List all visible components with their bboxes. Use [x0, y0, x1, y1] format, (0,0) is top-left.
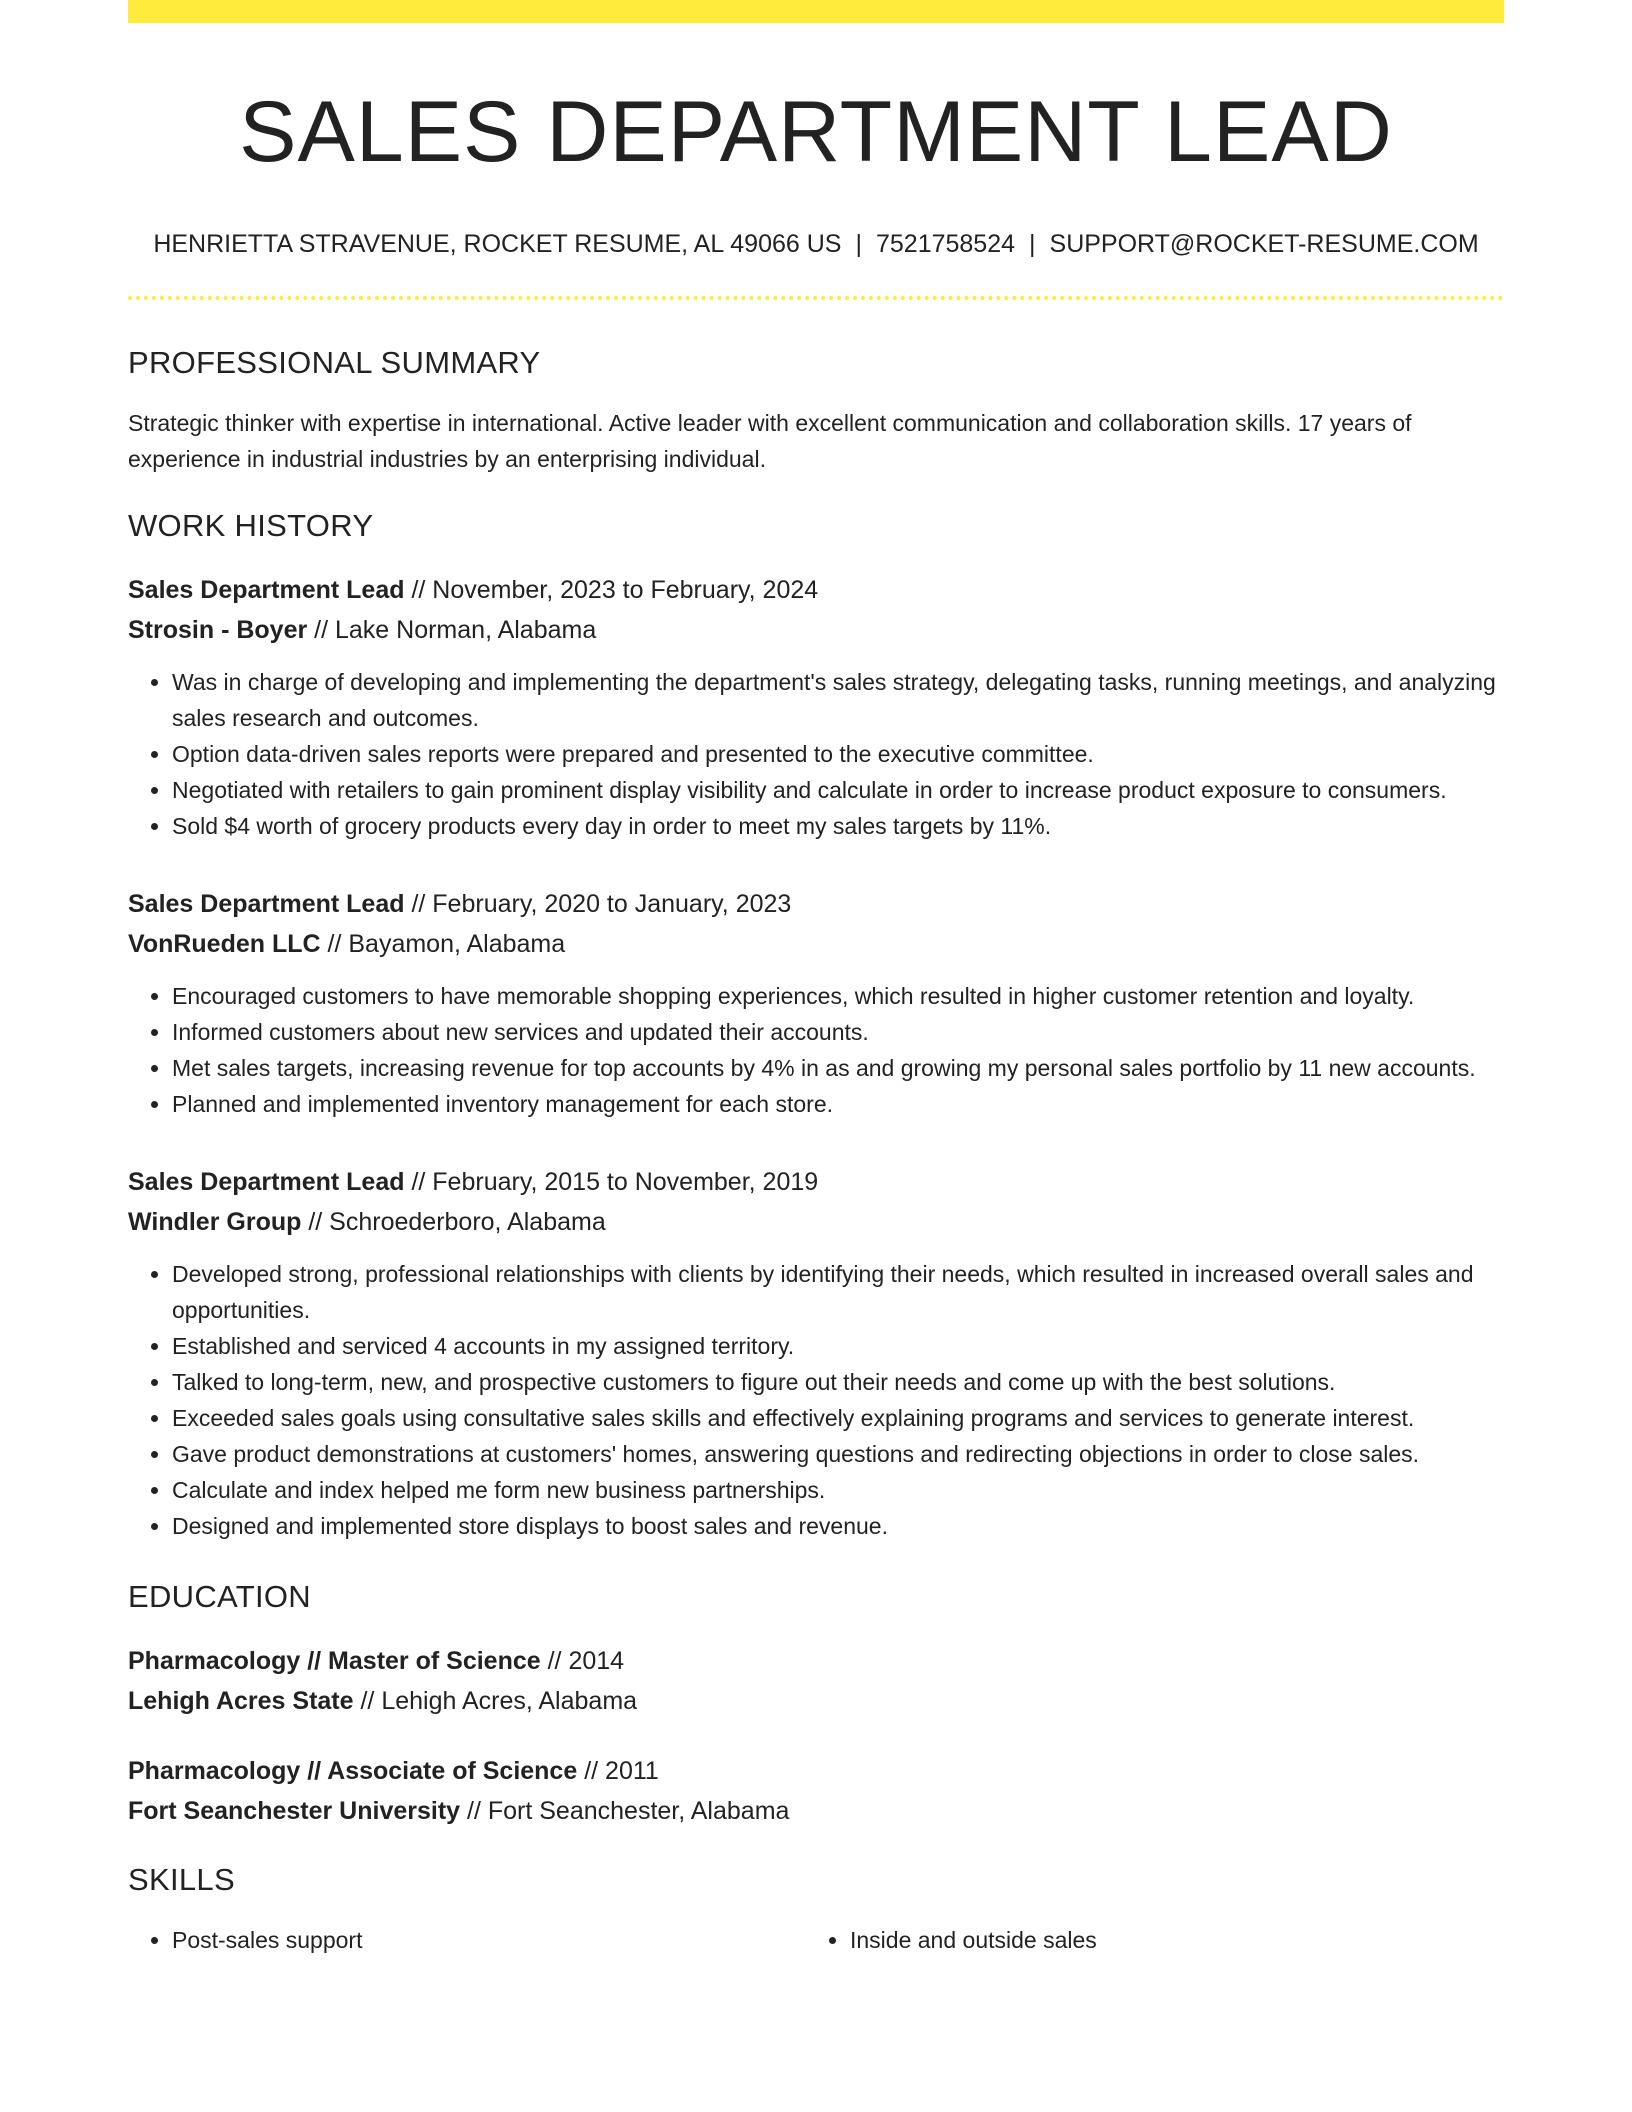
- education-location: // Lehigh Acres, Alabama: [360, 1687, 638, 1716]
- education-degree-line: [128, 1641, 1504, 1681]
- education-year: // 2011: [584, 1757, 659, 1786]
- job-location: // Schroederboro, Alabama: [308, 1207, 606, 1236]
- job-entry: [128, 884, 1504, 1122]
- job-title-line: [128, 884, 1504, 924]
- contact-phone: 7521758524: [875, 229, 1016, 258]
- job-location: // Lake Norman, Alabama: [314, 615, 597, 644]
- skill-item: • Post-sales support: [172, 1922, 806, 1958]
- job-bullets: [128, 664, 1504, 844]
- job-dates: // February, 2020 to January, 2023: [411, 889, 792, 918]
- job-company: Windler Group: [128, 1207, 302, 1236]
- job-bullet: • Talked to long-term, new, and prospective customers to figure out their needs and come up with the best solutions.: [172, 1364, 1504, 1400]
- job-bullet: • Encouraged customers to have memorable shopping experiences, which resulted in higher customer retention and loyalty.: [172, 978, 1504, 1014]
- job-title-line: [128, 570, 1504, 610]
- skills-column-left: [128, 1922, 806, 1958]
- education-degree: Pharmacology // Associate of Science: [128, 1757, 578, 1786]
- contact-separator: |: [855, 229, 862, 258]
- skills-heading: SKILLS: [128, 1862, 235, 1898]
- resume-page: [128, 0, 1504, 1958]
- education-school: Lehigh Acres State: [128, 1687, 354, 1716]
- job-bullet: • Calculate and index helped me form new business partnerships.: [172, 1472, 1504, 1508]
- job-bullet: • Met sales targets, increasing revenue for top accounts by 4% in as and growing my personal sales portfolio by 11 new accounts.: [172, 1050, 1504, 1086]
- education-entry: [128, 1641, 1504, 1721]
- job-title: Sales Department Lead: [128, 575, 405, 604]
- job-company-line: [128, 924, 1504, 964]
- job-entry: [128, 570, 1504, 844]
- job-title: Sales Department Lead: [128, 889, 405, 918]
- job-title: Sales Department Lead: [128, 1167, 405, 1196]
- job-bullet: • Developed strong, professional relationships with clients by identifying their needs, which resulted in increased overall sales and opportunities.: [172, 1256, 1504, 1328]
- resume-title: SALES DEPARTMENT LEAD: [239, 84, 1393, 180]
- job-location: // Bayamon, Alabama: [327, 929, 566, 958]
- job-dates: // November, 2023 to February, 2024: [411, 575, 819, 604]
- work-history-heading: WORK HISTORY: [128, 507, 374, 543]
- education-location: // Fort Seanchester, Alabama: [467, 1797, 790, 1826]
- dotted-divider: [128, 296, 1504, 300]
- job-bullets: [128, 1256, 1504, 1544]
- education-school-line: [128, 1681, 1504, 1721]
- job-title-line: [128, 1162, 1504, 1202]
- job-bullet: • Gave product demonstrations at customers' homes, answering questions and redirecting objections in order to close sales.: [172, 1436, 1504, 1472]
- skill-item: • Inside and outside sales: [850, 1922, 1484, 1958]
- contact-email: SUPPORT@ROCKET-RESUME.COM: [1049, 229, 1479, 258]
- education-school: Fort Seanchester University: [128, 1797, 461, 1826]
- job-bullet: • Sold $4 worth of grocery products every day in order to meet my sales targets by 11%.: [172, 808, 1504, 844]
- education-degree-line: [128, 1751, 1504, 1791]
- job-bullet: • Planned and implemented inventory management for each store.: [172, 1086, 1504, 1122]
- job-company: Strosin - Boyer: [128, 615, 308, 644]
- job-bullets: [128, 978, 1504, 1122]
- job-company-line: [128, 1202, 1504, 1242]
- contact-line: [128, 229, 1504, 259]
- job-bullet: • Established and serviced 4 accounts in my assigned territory.: [172, 1328, 1504, 1364]
- job-entry: [128, 1162, 1504, 1544]
- education-year: // 2014: [547, 1647, 625, 1676]
- job-company: VonRueden LLC: [128, 929, 321, 958]
- job-bullet: • Informed customers about new services and updated their accounts.: [172, 1014, 1504, 1050]
- skills-column-right: [806, 1922, 1484, 1958]
- job-bullet: • Was in charge of developing and implementing the department's sales strategy, delegating tasks, running meetings, and analyzing sales research and outcomes.: [172, 664, 1504, 736]
- job-company-line: [128, 610, 1504, 650]
- contact-separator: |: [1029, 229, 1036, 258]
- education-degree: Pharmacology // Master of Science: [128, 1647, 541, 1676]
- education-school-line: [128, 1791, 1504, 1831]
- job-bullet: • Negotiated with retailers to gain prominent display visibility and calculate in order to increase product exposure to consumers.: [172, 772, 1504, 808]
- summary-text: Strategic thinker with expertise in international. Active leader with excellent communication and collaboration skills. 17 years of experience in industrial industries by an enterprising individual.: [128, 409, 1412, 472]
- accent-bar: [128, 0, 1504, 23]
- job-dates: // February, 2015 to November, 2019: [411, 1167, 819, 1196]
- job-bullet: • Exceeded sales goals using consultative sales skills and effectively explaining programs and services to generate interest.: [172, 1400, 1504, 1436]
- education-entry: [128, 1751, 1504, 1831]
- job-bullet: • Designed and implemented store displays to boost sales and revenue.: [172, 1508, 1504, 1544]
- education-heading: EDUCATION: [128, 1578, 311, 1614]
- contact-address: HENRIETTA STRAVENUE, ROCKET RESUME, AL 49066 US: [153, 229, 842, 258]
- skills-list: [128, 1922, 1504, 1958]
- summary-heading: PROFESSIONAL SUMMARY: [128, 344, 541, 380]
- job-bullet: • Option data-driven sales reports were prepared and presented to the executive committee.: [172, 736, 1504, 772]
